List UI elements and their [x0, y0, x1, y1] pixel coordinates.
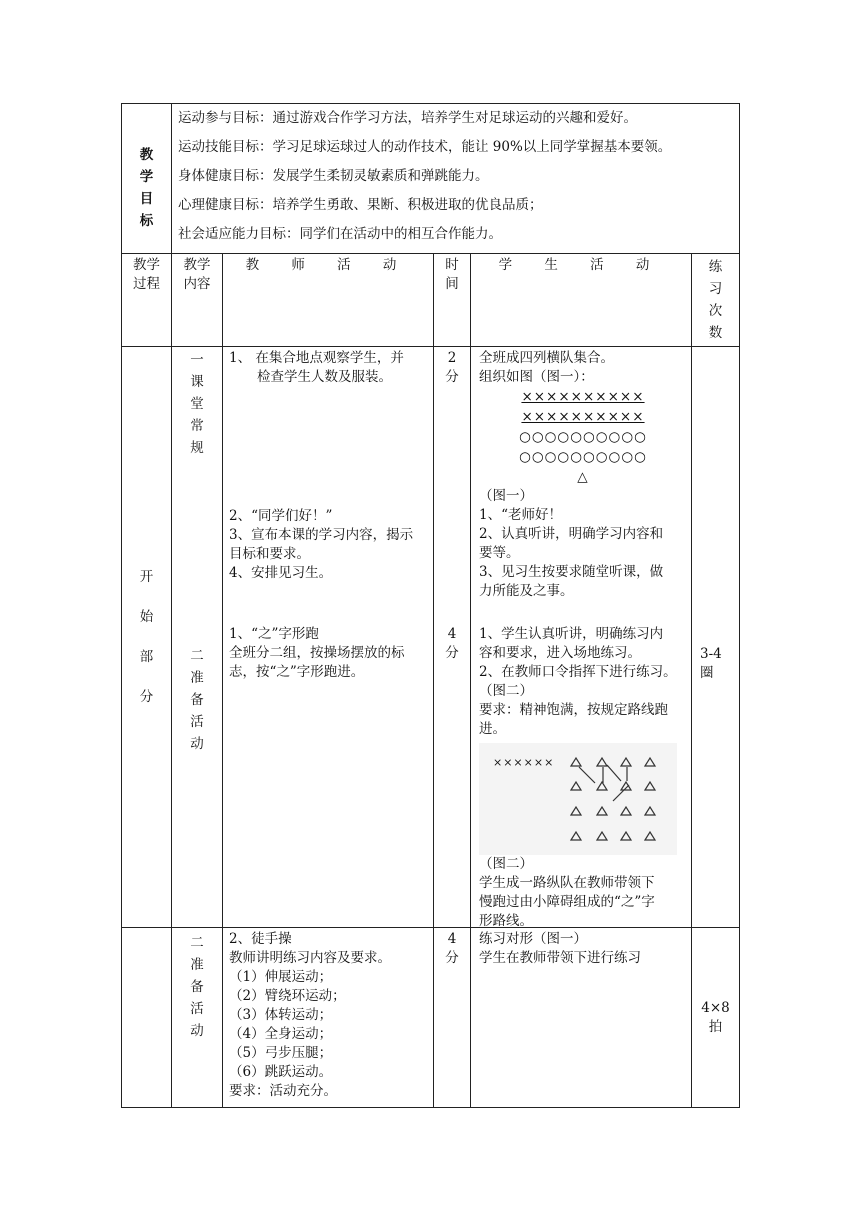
content-cell-2: 二 准 备 活 动 [172, 928, 223, 1108]
student-cell-1 [471, 347, 692, 928]
formation-row: ×××××××××× [521, 409, 645, 425]
figure-caption: （图一） [479, 488, 533, 504]
zigzag-diagram-svg [479, 743, 677, 855]
teacher-symbol: △ [577, 469, 589, 485]
objectives-content [172, 104, 740, 254]
header-process: 教学 过程 [122, 254, 172, 347]
cone-marker [621, 758, 631, 766]
teacher-block-b: 2、“同学们好！” 3、宣布本课的学习内容，揭示 目标和要求。 4、安排见习生。 [229, 508, 414, 581]
cone-marker [597, 807, 607, 815]
teacher-cell-2: 2、徒手操 教师讲明练习内容及要求。 （1）伸展运动； （2）臂绕环运动； （3）体转运动； （4）全身运动； （5）弓步压腿； （6）跳跃运动。 要求：活动充分。 [223, 928, 434, 1108]
teacher-block-a: 1、 在集合地点观察学生，并 检查学生人数及服装。 [229, 350, 404, 385]
cone-marker [571, 782, 581, 790]
header-student: 学 生 活 动 [471, 254, 692, 347]
cone-marker [571, 832, 581, 840]
item-warmup: 二 准 备 活 动 [190, 648, 204, 752]
student-block-c: 1、学生认真听讲，明确练习内 容和要求，进入场地练习。 2、在教师口令指挥下进行练习。 （图二） 要求：精神饱满，按规定路线跑 进。 ×××××× （图二） 学生成一路纵队在教师带领下 慢跑过由小障碍组成的“之”字 形路线。 [479, 625, 689, 931]
objective-line: 运动参与目标：通过游戏合作学习方法，培养学生对足球运动的兴趣和爱好。 [178, 110, 637, 126]
lesson-plan-table [121, 103, 740, 1108]
header-row [122, 254, 740, 347]
content-cell-1 [172, 347, 223, 928]
cone-marker [597, 832, 607, 840]
objective-line: 身体健康目标：发展学生柔韧灵敏素质和弹跳能力。 [178, 168, 489, 184]
zigzag-route-figure [479, 743, 677, 855]
header-content: 教学 内容 [172, 254, 223, 347]
route-arrow [613, 785, 629, 801]
header-teacher: 教 师 活 动 [223, 254, 434, 347]
count-cell-2: 4×8 拍 [692, 928, 740, 1108]
header-time: 时 间 [434, 254, 471, 347]
count-value: 3-4 圈 [700, 646, 722, 681]
objective-line: 运动技能目标：学习足球运球过人的动作技术，能让 90%以上同学掌握基本要领。 [178, 139, 672, 155]
time-a: 2 分 [445, 350, 459, 385]
teacher-block-c: 1、“之”字形跑 全班分二组，按操场摆放的标 志，按“之”字形跑进。 [229, 626, 405, 680]
cone-marker [645, 832, 655, 840]
cone-marker [645, 782, 655, 790]
cone-marker [621, 832, 631, 840]
time-b: 4 分 [445, 626, 459, 661]
objective-line: 心理健康目标：培养学生勇敢、果断、积极进取的优良品质； [178, 197, 543, 213]
student-block-a: 全班成四列横队集合。 组织如图（图一）： ×××××××××× ×××××××××× ○○○○○○○○○○ ○○○○○○○○○○ △ （图一） 1、“老师好！ 2、认真听讲，明确学习内容和 要等。 3、见习生按要求随堂听课，做 力所能及之事。 [479, 349, 687, 601]
section-warmup-row [122, 928, 740, 1108]
formation-row: ○○○○○○○○○○ [519, 429, 647, 445]
section-start-row [122, 347, 740, 928]
formation-diagram [479, 387, 687, 487]
cone-marker [597, 758, 607, 766]
figure-crosses: ×××××× [493, 756, 555, 769]
count-cell-1 [692, 347, 740, 928]
cone-marker [597, 782, 607, 790]
formation-row: ×××××××××× [521, 389, 645, 405]
student-cell-2: 练习对形（图一） 学生在教师带领下进行练习 [471, 928, 692, 1108]
cone-marker [571, 758, 581, 766]
objectives-label: 教 学 目 标 [122, 104, 172, 254]
time-cell-2: 4 分 [434, 928, 471, 1108]
teacher-cell-1 [223, 347, 434, 928]
cone-marker [571, 807, 581, 815]
phase-start-label: 开 始 部 分 [122, 347, 172, 928]
route-arrow [579, 767, 595, 783]
cone-marker [645, 807, 655, 815]
phase-empty-cell [122, 928, 172, 1108]
cone-marker [621, 807, 631, 815]
formation-row: ○○○○○○○○○○ [519, 449, 647, 465]
route-arrow [607, 765, 621, 781]
objectives-row [122, 104, 740, 254]
cone-marker [645, 758, 655, 766]
figure-caption: （图二） [479, 856, 533, 872]
item-routine: 一 课 堂 常 规 [190, 352, 204, 456]
objective-line: 社会适应能力目标：同学们在活动中的相互合作能力。 [178, 226, 502, 242]
time-cell-1 [434, 347, 471, 928]
header-count: 练 习 次 数 [692, 254, 740, 347]
